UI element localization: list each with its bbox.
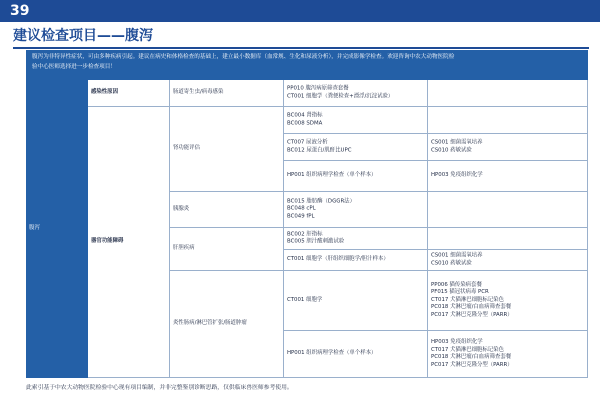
category-label: 感染性原因 xyxy=(91,89,118,96)
page-header-bar xyxy=(0,0,600,22)
test-item: BC005 胆汁酸刺激试验 xyxy=(287,238,345,245)
diagnostic-table xyxy=(26,80,588,378)
extra-tests-cell xyxy=(428,134,588,161)
disease-label: 肾功能评估 xyxy=(173,145,200,152)
test-item: PF015 猫冠状病毒 PCR xyxy=(431,289,489,296)
test-item: BC015 脂肪酶（DGGR法） xyxy=(287,198,355,205)
test-item: BC004 肾指标 xyxy=(287,112,323,119)
disease-label: 肝胆疾病 xyxy=(173,245,195,252)
disease-cell-pancreas xyxy=(170,192,284,228)
test-item: CT017 犬猫淋巴细胞标记染色 xyxy=(431,346,504,353)
page-number: 39 xyxy=(10,3,30,19)
tests-cell xyxy=(284,80,428,107)
test-item: CT001 细胞学（粪便检查+漂浮/沉淀试验） xyxy=(287,93,394,99)
tests-cell xyxy=(284,250,428,271)
test-item: BC002 肝指标 xyxy=(287,230,323,237)
disease-cell-infect xyxy=(170,80,284,107)
category-cell-infect xyxy=(88,80,170,107)
tests-cell xyxy=(284,161,428,192)
test-item: PP010 腹泻病原筛查套餐 xyxy=(287,85,349,92)
intro-line-1: 腹泻为非特异性症状，可由多种疾病引起。建议在病史和体格检查的基础上，建立最小数据库（血常规、生化和尿液分析），并完成影像学检查。欢迎咨询中农大动物医院检 xyxy=(32,54,455,60)
test-item: CT017 犬猫淋巴细胞标记染色 xyxy=(431,296,504,303)
intro-banner xyxy=(26,50,588,80)
tests-cell xyxy=(284,271,428,331)
test-item: PC017 犬淋巴克隆分型（PARR） xyxy=(431,311,513,318)
test-item: BC049 fPL xyxy=(287,213,315,220)
test-item: BC008 SDMA xyxy=(287,120,323,126)
tests-cell xyxy=(284,134,428,161)
page-title: 建议检查项目——腹泻 xyxy=(13,28,153,44)
category-label: 器官功能障碍 xyxy=(91,238,124,245)
extra-tests-cell xyxy=(428,107,588,134)
tests-cell xyxy=(284,228,428,250)
title-divider xyxy=(13,47,589,49)
test-item: CS001 细菌需氧培养 xyxy=(431,252,483,259)
test-item: CS010 药敏试验 xyxy=(431,260,472,266)
test-item: CS001 细菌需氧培养 xyxy=(431,139,483,146)
extra-tests-cell xyxy=(428,161,588,192)
test-item: HP003 免疫组织化学 xyxy=(431,338,483,345)
disease-cell-ibd xyxy=(170,271,284,378)
system-label: 腹泻 xyxy=(29,225,40,232)
tests-cell xyxy=(284,192,428,228)
test-item: HP003 免疫组织化学 xyxy=(431,172,483,179)
extra-tests-cell xyxy=(428,250,588,271)
system-cell xyxy=(26,80,88,378)
extra-tests-cell xyxy=(428,228,588,250)
disease-cell-liver xyxy=(170,228,284,271)
tests-cell xyxy=(284,107,428,134)
extra-tests-cell xyxy=(428,271,588,331)
test-item: CT001 细胞学 xyxy=(287,296,323,303)
footnote: 此索引基于中农大动物医院检验中心现有项目编制，并非完整鉴别诊断思路，仅供临床兽医师参考使用。 xyxy=(26,385,293,391)
extra-tests-cell xyxy=(428,331,588,378)
test-item: HP001 组织病理学检查（单个样本） xyxy=(287,350,377,357)
tests-cell xyxy=(284,331,428,378)
test-item: HP001 组织病理学检查（单个样本） xyxy=(287,172,377,179)
intro-line-2: 验中心医师选择进一步检查项目！ xyxy=(32,64,116,70)
test-item: BC012 尿蛋白/肌酐比UPC xyxy=(287,147,352,153)
test-item: CT007 尿液分析 xyxy=(287,139,328,146)
disease-cell-renal xyxy=(170,107,284,192)
test-item: PC018 犬淋巴瘤/白血病筛查套餐 xyxy=(431,304,512,311)
test-item: CS010 药敏试验 xyxy=(431,147,472,153)
disease-label: 胰腺炎 xyxy=(173,205,190,212)
test-item: PC017 犬淋巴克隆分型（PARR） xyxy=(431,361,513,368)
test-item: PP006 猫传染病套餐 xyxy=(431,281,482,288)
disease-label: 炎性肠病/淋巴管扩张/肠道肿瘤 xyxy=(173,320,247,327)
test-item: PC018 犬淋巴瘤/白血病筛查套餐 xyxy=(431,354,512,360)
test-item: BC048 cPL xyxy=(287,205,316,212)
category-cell-organ xyxy=(88,107,170,378)
extra-tests-cell xyxy=(428,80,588,107)
extra-tests-cell xyxy=(428,192,588,228)
disease-label: 肠道寄生虫/病毒感染 xyxy=(173,89,224,96)
test-item: CT001 细胞学（肝组织细胞学/胆汁样本） xyxy=(287,256,389,263)
